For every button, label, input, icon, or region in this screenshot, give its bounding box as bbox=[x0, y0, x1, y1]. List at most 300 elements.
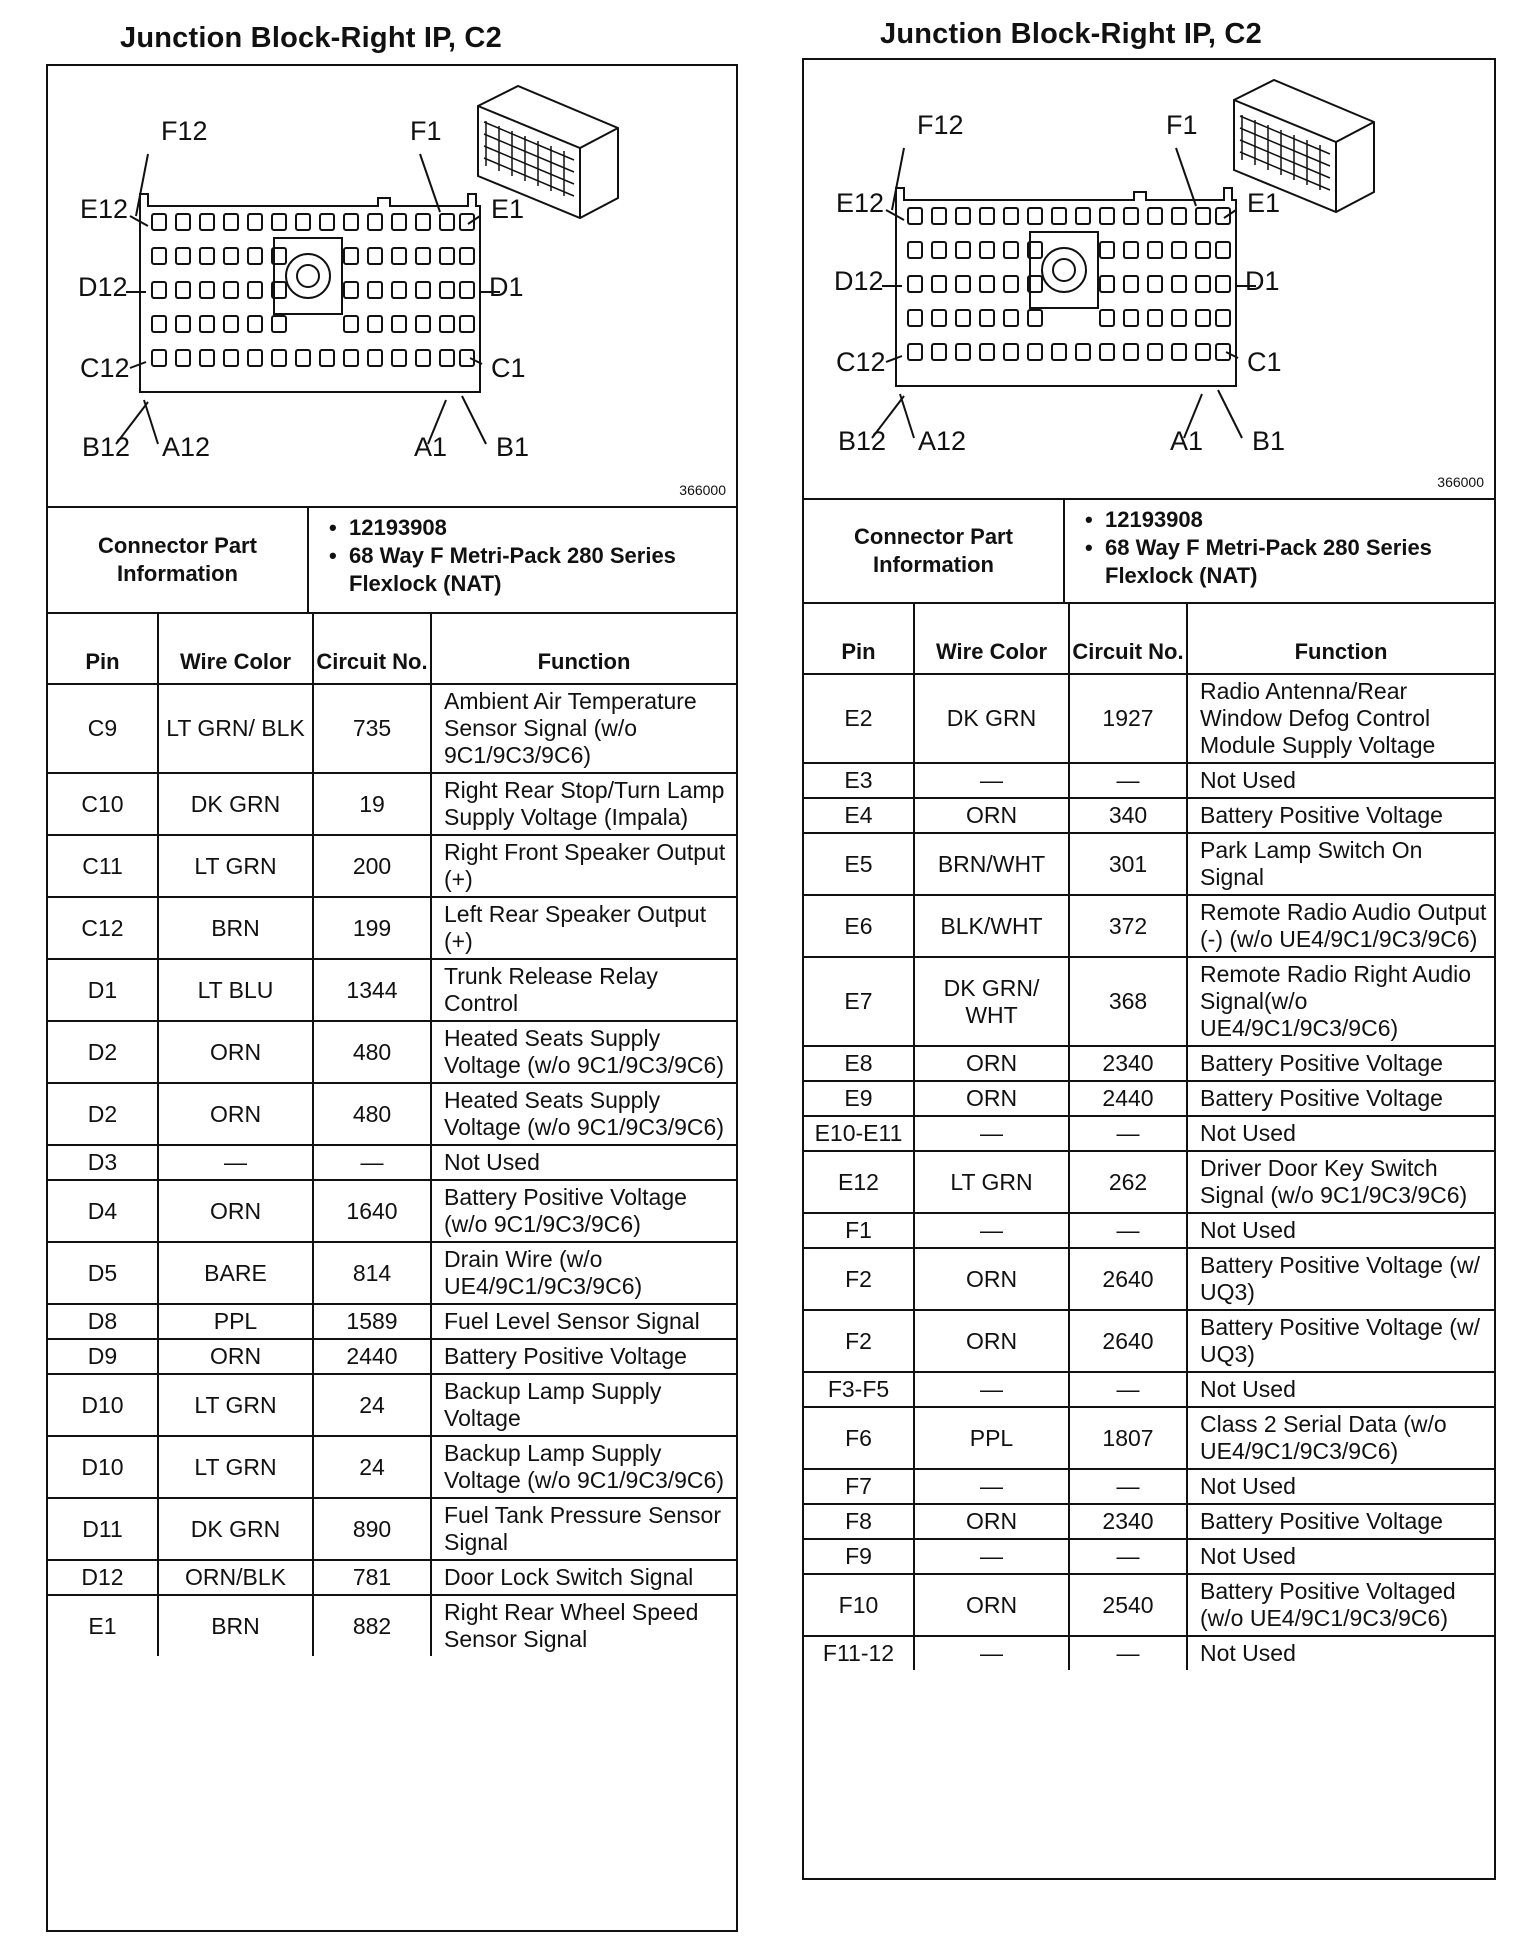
center-lock-hub bbox=[1053, 259, 1075, 281]
pin-cavity bbox=[932, 208, 946, 224]
pin-cell: D1 bbox=[48, 959, 158, 1021]
wire-color-cell: — bbox=[914, 1636, 1069, 1670]
pin-cavity bbox=[224, 316, 238, 332]
pin-cell: E2 bbox=[804, 674, 914, 763]
pin-cell: F2 bbox=[804, 1248, 914, 1310]
function-cell: Right Rear Stop/Turn Lamp Supply Voltage (Impala) bbox=[431, 773, 736, 835]
label-e1: E1 bbox=[491, 194, 525, 224]
pin-cavity bbox=[320, 350, 334, 366]
circuit-cell: 2340 bbox=[1069, 1046, 1187, 1081]
pin-cavity bbox=[1148, 310, 1162, 326]
pin-cell: E9 bbox=[804, 1081, 914, 1116]
pinout-table bbox=[804, 604, 1494, 1670]
table-row bbox=[804, 895, 1494, 957]
function-cell: Right Front Speaker Output (+) bbox=[431, 835, 736, 897]
function-cell: Not Used bbox=[1187, 763, 1494, 798]
pin-cavity bbox=[1076, 344, 1090, 360]
table-row bbox=[804, 1046, 1494, 1081]
pin-cavity bbox=[1148, 344, 1162, 360]
table-row bbox=[48, 1242, 736, 1304]
wire-color-cell: — bbox=[914, 1213, 1069, 1248]
table-row bbox=[48, 1083, 736, 1145]
circuit-cell: — bbox=[1069, 1636, 1187, 1670]
circuit-cell: 372 bbox=[1069, 895, 1187, 957]
connector-info-label: Connector Part Information bbox=[804, 500, 1065, 602]
pin-cavity bbox=[1100, 208, 1114, 224]
pin-cavity bbox=[392, 214, 406, 230]
circuit-cell: 890 bbox=[313, 1498, 431, 1560]
pin-cell: F1 bbox=[804, 1213, 914, 1248]
wire-color-cell: BARE bbox=[158, 1242, 313, 1304]
pin-cavity bbox=[1196, 310, 1210, 326]
pin-cell: E10-E11 bbox=[804, 1116, 914, 1151]
function-cell: Park Lamp Switch On Signal bbox=[1187, 833, 1494, 895]
pin-cell: D5 bbox=[48, 1242, 158, 1304]
table-row bbox=[48, 1180, 736, 1242]
table-row bbox=[804, 1151, 1494, 1213]
pin-cavity bbox=[176, 282, 190, 298]
circuit-cell: — bbox=[1069, 763, 1187, 798]
function-cell: Ambient Air Temperature Sensor Signal (w/o 9C1/9C3/9C6) bbox=[431, 684, 736, 773]
circuit-cell: 2640 bbox=[1069, 1310, 1187, 1372]
label-f1: F1 bbox=[410, 116, 442, 146]
center-lock-ring bbox=[286, 254, 330, 298]
table-row bbox=[804, 957, 1494, 1046]
wire-color-cell: — bbox=[158, 1145, 313, 1180]
wire-color-cell: ORN bbox=[158, 1339, 313, 1374]
wire-color-cell: BRN bbox=[158, 897, 313, 959]
label-d12: D12 bbox=[834, 266, 884, 296]
wire-color-cell: ORN bbox=[914, 1310, 1069, 1372]
connector-iso-slot bbox=[484, 146, 574, 184]
pin-cavity bbox=[956, 208, 970, 224]
function-cell: Battery Positive Voltaged (w/o UE4/9C1/9C3/9C6) bbox=[1187, 1574, 1494, 1636]
pin-cavity bbox=[248, 282, 262, 298]
pin-cavity bbox=[1172, 242, 1186, 258]
pin-cavity bbox=[980, 344, 994, 360]
pin-cavity bbox=[272, 214, 286, 230]
pin-cavity bbox=[908, 276, 922, 292]
wire-color-cell: DK GRN bbox=[914, 674, 1069, 763]
pin-cavity bbox=[1004, 344, 1018, 360]
wire-color-cell: ORN bbox=[914, 1046, 1069, 1081]
pin-cavity bbox=[1196, 208, 1210, 224]
circuit-cell: 1927 bbox=[1069, 674, 1187, 763]
label-d1: D1 bbox=[1245, 266, 1280, 296]
leader-line bbox=[144, 400, 158, 444]
wire-color-cell: DK GRN bbox=[158, 1498, 313, 1560]
leader-line bbox=[420, 154, 440, 212]
table-row bbox=[48, 1304, 736, 1339]
pin-cavity bbox=[1100, 310, 1114, 326]
figure-number: 366000 bbox=[679, 482, 726, 498]
label-c1: C1 bbox=[491, 353, 526, 383]
wire-color-cell: LT GRN bbox=[158, 835, 313, 897]
pin-cavity bbox=[200, 350, 214, 366]
function-cell: Battery Positive Voltage bbox=[1187, 798, 1494, 833]
table-row bbox=[804, 1248, 1494, 1310]
pin-cavity bbox=[368, 350, 382, 366]
circuit-cell: 1807 bbox=[1069, 1407, 1187, 1469]
connector-diagram bbox=[48, 66, 736, 508]
circuit-cell: 2440 bbox=[1069, 1081, 1187, 1116]
pin-cavity bbox=[1172, 276, 1186, 292]
pin-cavity bbox=[344, 248, 358, 264]
wire-color-cell: BLK/WHT bbox=[914, 895, 1069, 957]
table-row bbox=[48, 1145, 736, 1180]
pin-cell: F11-12 bbox=[804, 1636, 914, 1670]
pin-cavity bbox=[392, 316, 406, 332]
pin-cavity bbox=[1004, 310, 1018, 326]
pin-cavity bbox=[932, 310, 946, 326]
center-lock-ring bbox=[1042, 248, 1086, 292]
wire-color-cell: LT BLU bbox=[158, 959, 313, 1021]
pin-cavity bbox=[956, 310, 970, 326]
function-cell: Heated Seats Supply Voltage (w/o 9C1/9C3/9C6) bbox=[431, 1021, 736, 1083]
pin-cavity bbox=[1028, 208, 1042, 224]
pin-cavity bbox=[1124, 276, 1138, 292]
label-e12: E12 bbox=[836, 188, 885, 218]
wire-color-cell: — bbox=[914, 1469, 1069, 1504]
header-circuit-no: Circuit No. bbox=[313, 614, 431, 684]
function-cell: Battery Positive Voltage bbox=[1187, 1046, 1494, 1081]
circuit-cell: 2440 bbox=[313, 1339, 431, 1374]
pin-cavity bbox=[1124, 310, 1138, 326]
pin-cavity bbox=[152, 316, 166, 332]
header-pin: Pin bbox=[804, 604, 914, 674]
pin-cavity bbox=[416, 282, 430, 298]
table-row bbox=[804, 1081, 1494, 1116]
circuit-cell: 301 bbox=[1069, 833, 1187, 895]
label-c12: C12 bbox=[80, 353, 130, 383]
pin-cavity bbox=[224, 248, 238, 264]
wire-color-cell: PPL bbox=[158, 1304, 313, 1339]
function-cell: Not Used bbox=[1187, 1372, 1494, 1407]
wire-color-cell: ORN bbox=[914, 1248, 1069, 1310]
pin-cavity bbox=[1124, 344, 1138, 360]
function-cell: Backup Lamp Supply Voltage bbox=[431, 1374, 736, 1436]
label-a12: A12 bbox=[162, 432, 211, 462]
label-c1: C1 bbox=[1247, 347, 1282, 377]
leader-line bbox=[130, 362, 146, 368]
pin-cavity bbox=[368, 282, 382, 298]
pin-cell: C9 bbox=[48, 684, 158, 773]
table-row bbox=[804, 1213, 1494, 1248]
pin-cell: C12 bbox=[48, 897, 158, 959]
circuit-cell: 2340 bbox=[1069, 1504, 1187, 1539]
part-description: • 68 Way F Metri-Pack 280 Series Flexlock (NAT) bbox=[1105, 534, 1494, 590]
wire-color-cell: DK GRN bbox=[158, 773, 313, 835]
pin-cavity bbox=[932, 344, 946, 360]
pin-cavity bbox=[392, 282, 406, 298]
pin-cell: D3 bbox=[48, 1145, 158, 1180]
pin-cell: D10 bbox=[48, 1374, 158, 1436]
pin-cavity bbox=[1216, 310, 1230, 326]
circuit-cell: 2540 bbox=[1069, 1574, 1187, 1636]
table-row bbox=[48, 1498, 736, 1560]
pin-cavity bbox=[416, 214, 430, 230]
connector-part-info bbox=[804, 500, 1494, 604]
pin-cell: C11 bbox=[48, 835, 158, 897]
pin-cell: E7 bbox=[804, 957, 914, 1046]
table-row bbox=[48, 1595, 736, 1656]
wire-color-cell: — bbox=[914, 1116, 1069, 1151]
pin-cell: E3 bbox=[804, 763, 914, 798]
pin-cavity bbox=[1004, 242, 1018, 258]
table-row bbox=[48, 684, 736, 773]
pin-cavity bbox=[1172, 208, 1186, 224]
pin-cavity bbox=[1124, 242, 1138, 258]
function-cell: Heated Seats Supply Voltage (w/o 9C1/9C3/9C6) bbox=[431, 1083, 736, 1145]
connector-diagram bbox=[804, 60, 1494, 500]
wire-color-cell: — bbox=[914, 1539, 1069, 1574]
label-d1: D1 bbox=[489, 272, 524, 302]
circuit-cell: — bbox=[1069, 1213, 1187, 1248]
center-lock-hub bbox=[297, 265, 319, 287]
circuit-cell: — bbox=[1069, 1116, 1187, 1151]
wire-color-cell: LT GRN/ BLK bbox=[158, 684, 313, 773]
label-d12: D12 bbox=[78, 272, 128, 302]
header-function: Function bbox=[1187, 604, 1494, 674]
function-cell: Battery Positive Voltage (w/ UQ3) bbox=[1187, 1248, 1494, 1310]
table-row bbox=[48, 1560, 736, 1595]
pin-cavity bbox=[980, 208, 994, 224]
pin-cavity bbox=[296, 214, 310, 230]
function-cell: Not Used bbox=[1187, 1116, 1494, 1151]
leader-line bbox=[886, 356, 902, 362]
table-row bbox=[48, 1374, 736, 1436]
circuit-cell: 199 bbox=[313, 897, 431, 959]
pin-cavity bbox=[1124, 208, 1138, 224]
pin-cell: D4 bbox=[48, 1180, 158, 1242]
header-wire-color: Wire Color bbox=[158, 614, 313, 684]
circuit-cell: 24 bbox=[313, 1436, 431, 1498]
panel-title: Junction Block-Right IP, C2 bbox=[880, 18, 1262, 50]
wire-color-cell: ORN bbox=[914, 1081, 1069, 1116]
wire-color-cell: ORN bbox=[914, 798, 1069, 833]
connector-iso-slot bbox=[1240, 140, 1330, 178]
pin-cell: D10 bbox=[48, 1436, 158, 1498]
connector-face-drawing bbox=[48, 66, 736, 506]
pin-cell: E8 bbox=[804, 1046, 914, 1081]
pin-cavity bbox=[460, 316, 474, 332]
function-cell: Driver Door Key Switch Signal (w/o 9C1/9C3/9C6) bbox=[1187, 1151, 1494, 1213]
table-row bbox=[804, 1372, 1494, 1407]
pin-cavity bbox=[1148, 208, 1162, 224]
table-row bbox=[804, 763, 1494, 798]
circuit-cell: — bbox=[313, 1145, 431, 1180]
leader-line bbox=[892, 148, 904, 210]
header-wire-color: Wire Color bbox=[914, 604, 1069, 674]
pin-cavity bbox=[176, 214, 190, 230]
pin-cavity bbox=[176, 248, 190, 264]
pin-cavity bbox=[440, 248, 454, 264]
pin-cavity bbox=[152, 214, 166, 230]
pin-cavity bbox=[980, 276, 994, 292]
leader-line bbox=[900, 394, 914, 438]
pin-cell: D11 bbox=[48, 1498, 158, 1560]
circuit-cell: 262 bbox=[1069, 1151, 1187, 1213]
pin-cavity bbox=[1100, 276, 1114, 292]
pin-cavity bbox=[1172, 344, 1186, 360]
header-function: Function bbox=[431, 614, 736, 684]
pin-cavity bbox=[1052, 208, 1066, 224]
function-cell: Remote Radio Audio Output (-) (w/o UE4/9C1/9C3/9C6) bbox=[1187, 895, 1494, 957]
table-row bbox=[48, 1436, 736, 1498]
pin-cavity bbox=[248, 214, 262, 230]
pin-cell: D2 bbox=[48, 1021, 158, 1083]
circuit-cell: 19 bbox=[313, 773, 431, 835]
pin-cell: F2 bbox=[804, 1310, 914, 1372]
pin-cavity bbox=[368, 248, 382, 264]
wire-color-cell: ORN bbox=[158, 1083, 313, 1145]
pin-cavity bbox=[248, 350, 262, 366]
pin-cavity bbox=[272, 350, 286, 366]
function-cell: Battery Positive Voltage (w/o 9C1/9C3/9C6) bbox=[431, 1180, 736, 1242]
pin-cell: E6 bbox=[804, 895, 914, 957]
circuit-cell: 340 bbox=[1069, 798, 1187, 833]
circuit-cell: 200 bbox=[313, 835, 431, 897]
table-row bbox=[48, 773, 736, 835]
circuit-cell: — bbox=[1069, 1539, 1187, 1574]
pin-cavity bbox=[344, 316, 358, 332]
wire-color-cell: BRN bbox=[158, 1595, 313, 1656]
table-row bbox=[804, 1504, 1494, 1539]
pin-cell: E1 bbox=[48, 1595, 158, 1656]
circuit-cell: 781 bbox=[313, 1560, 431, 1595]
wire-color-cell: ORN bbox=[914, 1574, 1069, 1636]
label-a1: A1 bbox=[1170, 426, 1204, 456]
pin-cavity bbox=[1196, 242, 1210, 258]
part-number: • 12193908 bbox=[1105, 506, 1494, 534]
pin-cavity bbox=[1196, 344, 1210, 360]
pin-cavity bbox=[460, 248, 474, 264]
function-cell: Right Rear Wheel Speed Sensor Signal bbox=[431, 1595, 736, 1656]
pin-cavity bbox=[200, 248, 214, 264]
pin-cavity bbox=[1052, 344, 1066, 360]
circuit-cell: 1589 bbox=[313, 1304, 431, 1339]
connector-box bbox=[46, 64, 738, 1932]
circuit-cell: 1344 bbox=[313, 959, 431, 1021]
pin-cavity bbox=[152, 350, 166, 366]
table-row bbox=[804, 1407, 1494, 1469]
table-header-row bbox=[804, 604, 1494, 674]
pin-cavity bbox=[248, 248, 262, 264]
function-cell: Not Used bbox=[1187, 1636, 1494, 1670]
connector-iso-slot bbox=[1240, 152, 1330, 190]
leader-line bbox=[136, 154, 148, 216]
pin-cavity bbox=[1196, 276, 1210, 292]
pin-cell: D8 bbox=[48, 1304, 158, 1339]
pin-cavity bbox=[932, 242, 946, 258]
wire-color-cell: ORN bbox=[158, 1180, 313, 1242]
pin-cell: F6 bbox=[804, 1407, 914, 1469]
pin-cavity bbox=[1076, 208, 1090, 224]
circuit-cell: 480 bbox=[313, 1021, 431, 1083]
table-row bbox=[804, 1636, 1494, 1670]
pin-cavity bbox=[392, 350, 406, 366]
label-a12: A12 bbox=[918, 426, 967, 456]
pin-cavity bbox=[200, 316, 214, 332]
pin-cavity bbox=[1100, 344, 1114, 360]
wire-color-cell: — bbox=[914, 763, 1069, 798]
function-cell: Remote Radio Right Audio Signal(w/o UE4/9C1/9C3/9C6) bbox=[1187, 957, 1494, 1046]
pin-cavity bbox=[908, 208, 922, 224]
pin-cavity bbox=[1148, 242, 1162, 258]
table-row bbox=[804, 1116, 1494, 1151]
function-cell: Battery Positive Voltage (w/ UQ3) bbox=[1187, 1310, 1494, 1372]
label-a1: A1 bbox=[414, 432, 448, 462]
function-cell: Drain Wire (w/o UE4/9C1/9C3/9C6) bbox=[431, 1242, 736, 1304]
pin-cavity bbox=[296, 350, 310, 366]
pin-cavity bbox=[152, 248, 166, 264]
pin-cavity bbox=[1172, 310, 1186, 326]
pin-cavity bbox=[368, 316, 382, 332]
pin-cell: F7 bbox=[804, 1469, 914, 1504]
function-cell: Not Used bbox=[1187, 1469, 1494, 1504]
table-row bbox=[48, 959, 736, 1021]
circuit-cell: 1640 bbox=[313, 1180, 431, 1242]
table-row bbox=[804, 1310, 1494, 1372]
wire-color-cell: ORN bbox=[158, 1021, 313, 1083]
leader-line bbox=[462, 396, 486, 444]
pin-cell: F9 bbox=[804, 1539, 914, 1574]
header-circuit-no: Circuit No. bbox=[1069, 604, 1187, 674]
label-b12: B12 bbox=[838, 426, 887, 456]
pin-cavity bbox=[908, 344, 922, 360]
pin-cavity bbox=[416, 316, 430, 332]
pin-cell: E5 bbox=[804, 833, 914, 895]
pin-cavity bbox=[1028, 344, 1042, 360]
pin-cell: F8 bbox=[804, 1504, 914, 1539]
circuit-cell: 882 bbox=[313, 1595, 431, 1656]
label-c12: C12 bbox=[836, 347, 886, 377]
pin-cavity bbox=[176, 316, 190, 332]
pin-cavity bbox=[1028, 310, 1042, 326]
function-cell: Door Lock Switch Signal bbox=[431, 1560, 736, 1595]
table-row bbox=[804, 674, 1494, 763]
pin-cavity bbox=[176, 350, 190, 366]
function-cell: Battery Positive Voltage bbox=[1187, 1081, 1494, 1116]
panel-title: Junction Block-Right IP, C2 bbox=[120, 22, 502, 54]
pin-cavity bbox=[248, 316, 262, 332]
wire-color-cell: LT GRN bbox=[914, 1151, 1069, 1213]
pin-cavity bbox=[344, 282, 358, 298]
pin-cavity bbox=[1100, 242, 1114, 258]
figure-number: 366000 bbox=[1437, 474, 1484, 490]
function-cell: Fuel Tank Pressure Sensor Signal bbox=[431, 1498, 736, 1560]
table-row bbox=[48, 1339, 736, 1374]
right-panel bbox=[760, 0, 1520, 1942]
circuit-cell: 480 bbox=[313, 1083, 431, 1145]
function-cell: Backup Lamp Supply Voltage (w/o 9C1/9C3/9C6) bbox=[431, 1436, 736, 1498]
leader-line bbox=[1218, 390, 1242, 438]
pin-cavity bbox=[932, 276, 946, 292]
pin-cell: F3-F5 bbox=[804, 1372, 914, 1407]
circuit-cell: 735 bbox=[313, 684, 431, 773]
table-row bbox=[804, 798, 1494, 833]
pin-cavity bbox=[956, 242, 970, 258]
pin-cavity bbox=[224, 282, 238, 298]
wire-color-cell: DK GRN/ WHT bbox=[914, 957, 1069, 1046]
pin-cavity bbox=[200, 282, 214, 298]
label-e12: E12 bbox=[80, 194, 129, 224]
pin-cavity bbox=[416, 350, 430, 366]
pin-cavity bbox=[368, 214, 382, 230]
pin-cavity bbox=[416, 248, 430, 264]
wire-color-cell: BRN/WHT bbox=[914, 833, 1069, 895]
pin-cell: D12 bbox=[48, 1560, 158, 1595]
